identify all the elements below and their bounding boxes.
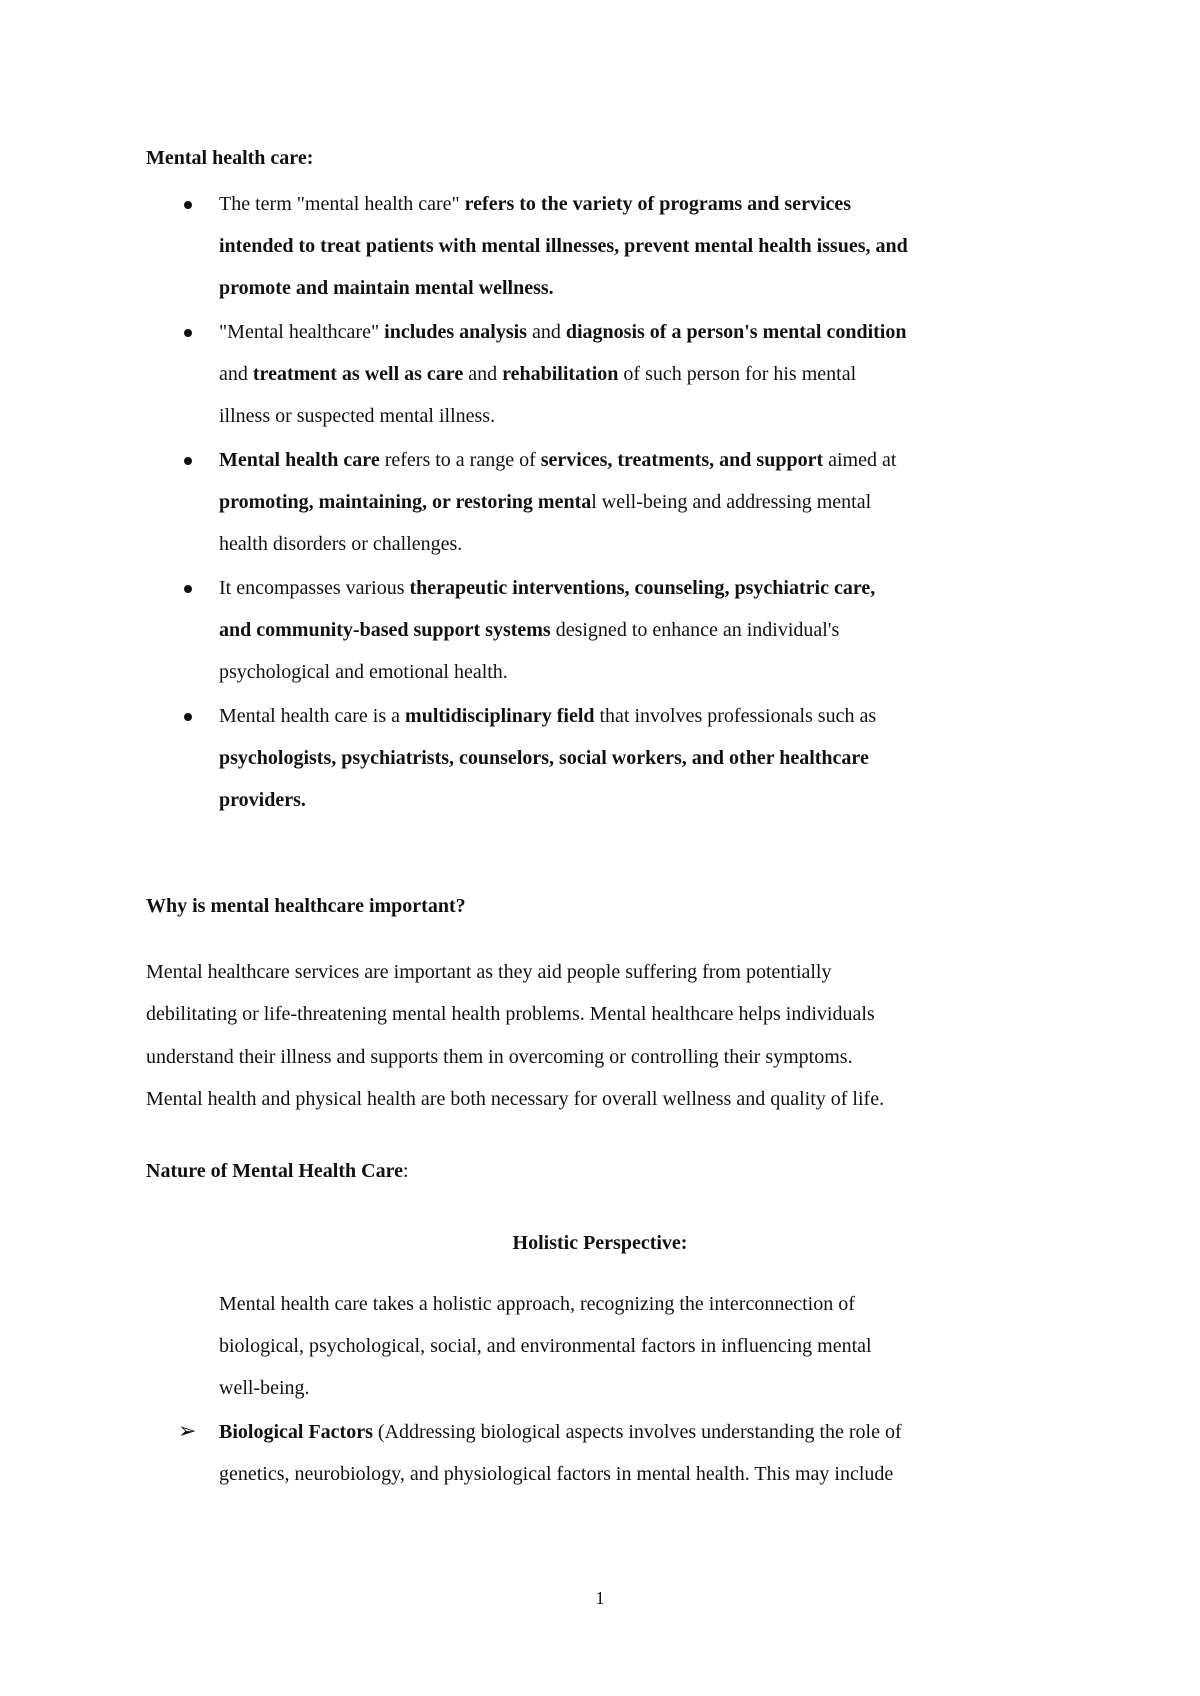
bold-text-run: refers to the variety of programs and services	[464, 193, 852, 215]
bullet-icon	[184, 585, 192, 593]
text-run: (Addressing biological aspects involves understanding the role of	[372, 1421, 902, 1443]
text-line: well-being.	[219, 1377, 310, 1399]
text-line: Mental healthcare services are important as they aid people suffering from potentially	[146, 961, 832, 983]
bullet-text	[219, 1411, 1079, 1495]
text-line	[219, 567, 1079, 609]
text-line	[219, 651, 1079, 693]
text-line	[219, 737, 1079, 779]
text-line	[219, 1411, 1079, 1453]
section-heading-nature	[146, 1157, 409, 1185]
bold-text-run: diagnosis of a person's mental condition	[565, 321, 907, 343]
text-line	[219, 695, 1079, 737]
text-run: refers to a range of	[379, 449, 541, 471]
text-run: "Mental healthcare"	[219, 321, 385, 343]
subheading-holistic-perspective: Holistic Perspective:	[512, 1232, 688, 1254]
bold-text-run: Biological Factors	[219, 1421, 373, 1443]
text-line: Mental health care takes a holistic approach, recognizing the interconnection of	[219, 1293, 855, 1315]
text-line	[219, 609, 1079, 651]
bold-text-run: Mental health care	[219, 449, 380, 471]
bold-text-run: promoting, maintaining, or restoring menta	[219, 491, 592, 513]
text-line: biological, psychological, social, and environmental factors in influencing mental	[219, 1335, 872, 1357]
bold-text-run: promote and maintain mental wellness.	[219, 277, 554, 299]
bold-text-run: intended to treat patients with mental illnesses, prevent mental health issues, and	[219, 235, 908, 257]
text-run: l well-being and addressing mental	[591, 491, 872, 513]
text-run: genetics, neurobiology, and physiological factors in mental health. This may include	[219, 1463, 894, 1485]
bullet-text	[219, 567, 1079, 693]
bold-text-run: multidisciplinary field	[405, 705, 595, 727]
text-run: designed to enhance an individual's	[550, 619, 840, 641]
text-line	[219, 395, 1079, 437]
bold-text-run: services, treatments, and support	[540, 449, 824, 471]
importance-paragraph	[146, 951, 1086, 1120]
text-run: and	[219, 363, 253, 385]
text-line	[219, 439, 1079, 481]
text-line	[219, 481, 1079, 523]
text-line	[219, 183, 1079, 225]
text-run: The term "mental health care"	[219, 193, 465, 215]
bold-text-run: providers.	[219, 789, 306, 811]
bullet-icon	[184, 329, 192, 337]
text-line: debilitating or life-threatening mental health problems. Mental healthcare helps individuals	[146, 1003, 875, 1026]
text-line: Mental health and physical health are both necessary for overall wellness and quality of life.	[146, 1087, 885, 1110]
heading-colon: :	[402, 1160, 409, 1182]
holistic-intro-paragraph	[219, 1283, 1079, 1409]
section-heading-mental-health-care: Mental health care:	[146, 147, 314, 169]
section-heading-why-important: Why is mental healthcare important?	[146, 895, 466, 917]
text-run: and	[463, 363, 503, 385]
text-run: aimed at	[823, 449, 897, 471]
text-run: It encompasses various	[219, 577, 410, 599]
text-line	[219, 779, 1079, 821]
text-run: psychological and emotional health.	[219, 661, 508, 683]
page-number: 1	[595, 1588, 605, 1608]
arrow-bullet-icon: ➢	[178, 1419, 197, 1444]
text-line	[219, 311, 1079, 353]
text-line	[219, 267, 1079, 309]
bullet-text	[219, 695, 1079, 821]
bullet-icon	[184, 713, 192, 721]
text-line	[219, 523, 1079, 565]
text-run: Mental health care is a	[219, 705, 406, 727]
heading-text: Nature of Mental Health Care	[146, 1160, 403, 1182]
bold-text-run: psychologists, psychiatrists, counselors, social workers, and other healthcare	[219, 747, 869, 769]
bullet-icon	[184, 457, 192, 465]
text-line	[219, 1453, 1079, 1495]
bold-text-run: rehabilitation	[502, 363, 619, 385]
text-run: of such person for his mental	[618, 363, 857, 385]
bullet-icon	[184, 201, 192, 209]
text-line	[219, 225, 1079, 267]
bold-text-run: and community-based support systems	[219, 619, 551, 641]
text-run: that involves professionals such as	[594, 705, 877, 727]
bullet-text	[219, 311, 1079, 437]
bold-text-run: includes analysis	[384, 321, 527, 343]
text-line	[219, 353, 1079, 395]
text-run: and	[526, 321, 566, 343]
text-run: health disorders or challenges.	[219, 533, 463, 555]
bold-text-run: therapeutic interventions, counseling, psychiatric care,	[409, 577, 876, 599]
bold-text-run: treatment as well as care	[252, 363, 464, 385]
bullet-text	[219, 183, 1079, 309]
text-line: understand their illness and supports them in overcoming or controlling their symptoms.	[146, 1045, 853, 1068]
bullet-text	[219, 439, 1079, 565]
text-run: illness or suspected mental illness.	[219, 405, 496, 427]
